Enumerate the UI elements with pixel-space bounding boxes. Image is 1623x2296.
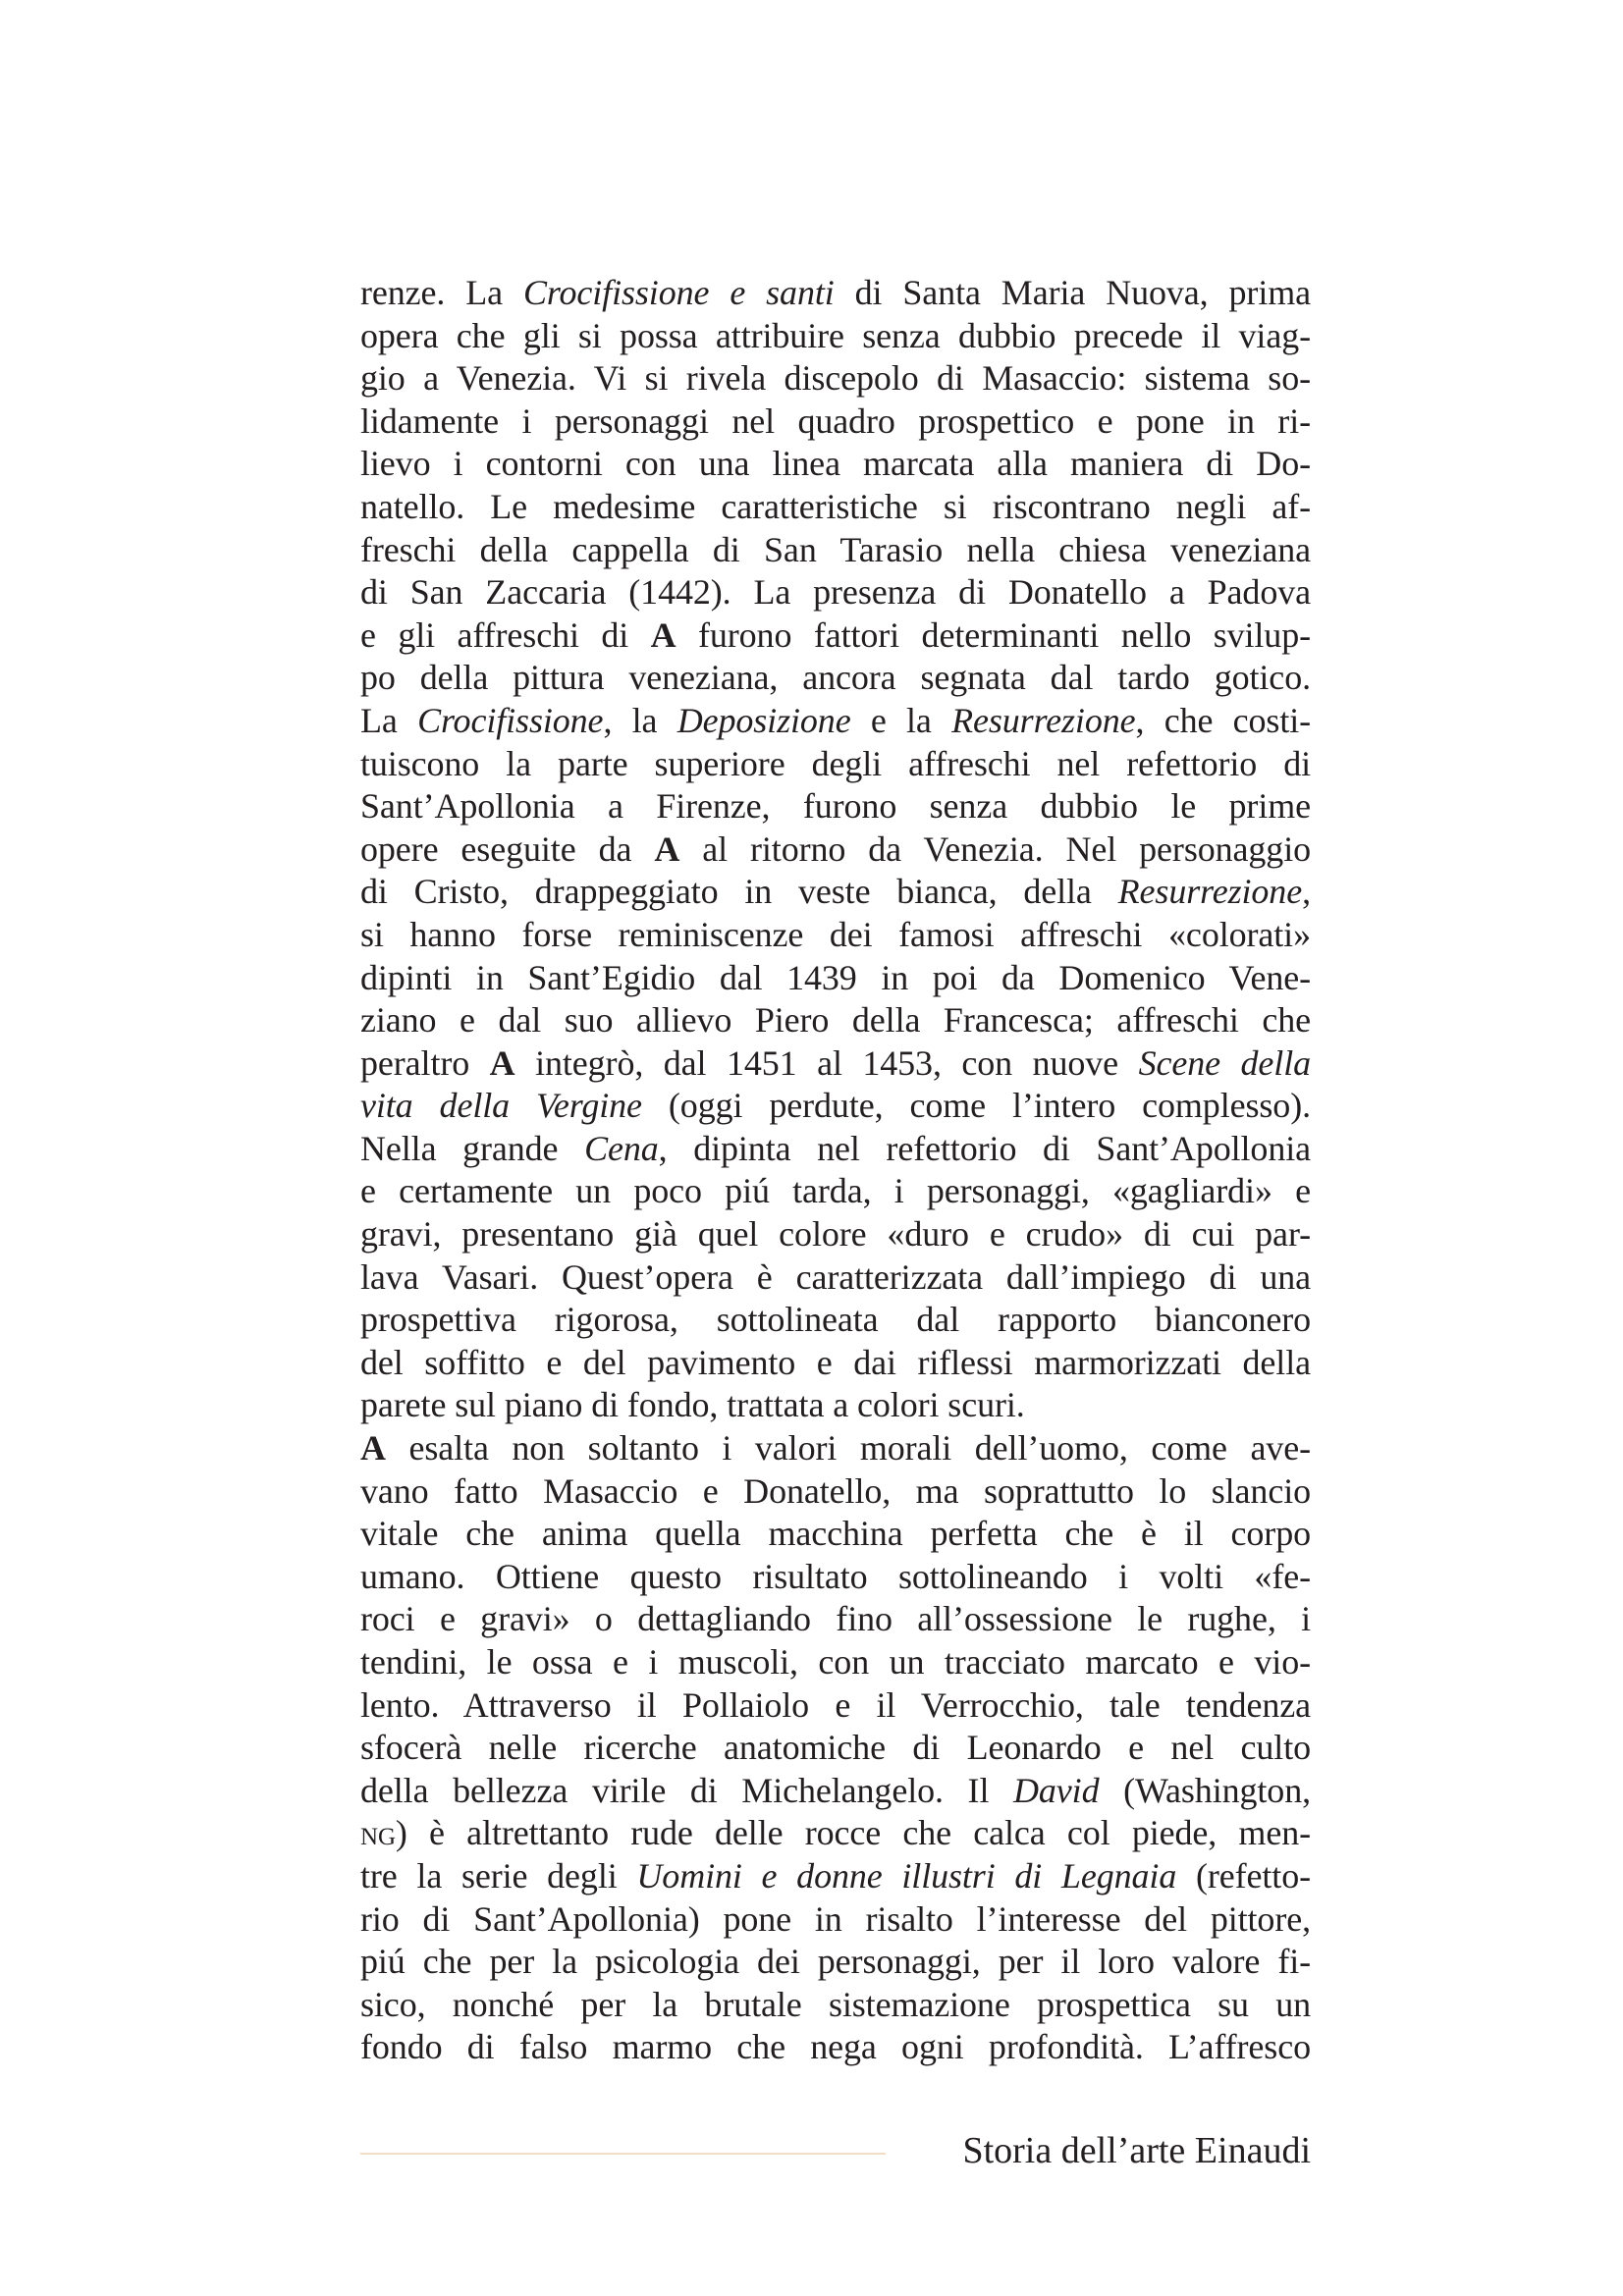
text-run: rio di Sant’Apollonia) pone in risalto l’interesse del pittore, <box>360 1898 1311 1939</box>
text-line <box>360 1299 1311 1342</box>
text-line <box>360 1855 1311 1898</box>
text-line <box>360 743 1311 786</box>
small-caps-abbrev: ng <box>360 1813 396 1853</box>
text-line <box>360 957 1311 1000</box>
text-run: lento. Attraverso il Pollaiolo e il Verrocchio, tale tendenza <box>360 1684 1311 1725</box>
text-run: Nella grande <box>360 1128 585 1168</box>
text-line <box>360 1427 1311 1470</box>
text-run: prospettiva rigorosa, sottolineata dal rapporto bianconero <box>360 1300 1311 1340</box>
italic-title: Uomini e donne illustri di Legnaia <box>636 1855 1177 1896</box>
text-run: sico, nonché per la brutale sistemazione prospettica su un <box>360 1984 1311 2024</box>
text-line <box>360 1941 1311 1984</box>
italic-title: David <box>1013 1770 1100 1810</box>
text-line <box>360 1770 1311 1813</box>
text-run: parete sul piano di fondo, trattata a colori scuri. <box>360 1385 1025 1425</box>
text-line <box>360 1556 1311 1599</box>
text-run: po della pittura veneziana, ancora segnata dal tardo gotico. <box>360 658 1311 698</box>
text-line <box>360 315 1311 358</box>
text-line <box>360 1684 1311 1728</box>
text-line <box>360 529 1311 572</box>
text-run: dipinti in Sant’Egidio dal 1439 in poi da Domenico Vene- <box>360 957 1311 997</box>
text-run: esalta non soltanto i valori morali dell’uomo, come ave- <box>385 1428 1311 1468</box>
text-run: lievo i contorni con una linea marcata alla maniera di Do- <box>360 444 1311 484</box>
text-line <box>360 1513 1311 1556</box>
text-run: tuiscono la parte superiore degli affreschi nel refettorio di <box>360 743 1311 783</box>
text-run: gio a Venezia. Vi si rivela discepolo di Masaccio: sistema so- <box>360 358 1311 399</box>
text-run: vitale che anima quella macchina perfetta che è il corpo <box>360 1514 1311 1554</box>
text-run: si hanno forse reminiscenze dei famosi affreschi «colorati» <box>360 914 1311 954</box>
text-line <box>360 657 1311 700</box>
text-line <box>360 1213 1311 1256</box>
text-line <box>360 785 1311 828</box>
text-line <box>360 1641 1311 1684</box>
text-run: di San Zaccaria (1442). La presenza di Donatello a Padova <box>360 572 1311 613</box>
italic-title: Resurrezione <box>951 700 1136 740</box>
text-line <box>360 1812 1311 1855</box>
footer-rule <box>360 2153 886 2155</box>
text-line <box>360 1470 1311 1514</box>
text-run: di Cristo, drappeggiato in veste bianca, della <box>360 872 1118 912</box>
text-run: e gli affreschi di <box>360 614 651 655</box>
body-text <box>360 272 1311 2069</box>
text-run: La <box>360 700 418 740</box>
italic-title: Resurrezione <box>1117 872 1303 912</box>
text-run: lava Vasari. Quest’opera è caratterizzata dall’impiego di una <box>360 1256 1311 1297</box>
text-run: roci e gravi» o dettagliando fino all’ossessione le rughe, i <box>360 1599 1311 1639</box>
text-line <box>360 614 1311 658</box>
bold-initial: A <box>650 614 676 655</box>
italic-title: Crocifissione e santi <box>523 273 835 312</box>
text-run: del soffitto e del pavimento e dai riflessi marmorizzati della <box>360 1342 1311 1382</box>
italic-title: Deposizione <box>676 700 851 740</box>
text-line <box>360 1170 1311 1213</box>
text-line <box>360 272 1311 315</box>
text-line <box>360 400 1311 444</box>
text-line <box>360 571 1311 614</box>
text-line <box>360 828 1311 872</box>
text-line <box>360 914 1311 957</box>
text-run: tre la serie degli <box>360 1855 637 1896</box>
footer-title: Storia dell’arte Einaudi <box>962 2130 1311 2171</box>
text-line <box>360 1898 1311 1942</box>
text-line <box>360 2026 1311 2069</box>
text-line <box>360 871 1311 914</box>
text-run: umano. Ottiene questo risultato sottolineando i volti «fe- <box>360 1556 1311 1596</box>
text-line <box>360 1598 1311 1641</box>
text-run: renze. La <box>360 273 523 312</box>
text-run: e la <box>850 700 952 740</box>
text-run: piú che per la psicologia dei personaggi, per il loro valore fi- <box>360 1942 1311 1982</box>
text-run: fondo di falso marmo che nega ogni profondità. L’affresco <box>360 2027 1311 2067</box>
italic-title: Cena <box>584 1128 659 1168</box>
text-line <box>360 999 1311 1042</box>
text-run: natello. Le medesime caratteristiche si riscontrano negli af- <box>360 486 1311 526</box>
text-run: ziano e dal suo allievo Piero della Francesca; affreschi che <box>360 1000 1311 1041</box>
text-run: integrò, dal 1451 al 1453, con nuove <box>514 1042 1139 1083</box>
bold-initial: A <box>654 828 680 869</box>
text-run: furono fattori determinanti nello svilup- <box>676 614 1311 655</box>
text-run: vano fatto Masaccio e Donatello, ma soprattutto lo slancio <box>360 1470 1311 1511</box>
text-line <box>360 1256 1311 1300</box>
text-run: tendini, le ossa e i muscoli, con un tracciato marcato e vio- <box>360 1642 1311 1682</box>
text-run: opera che gli si possa attribuire senza dubbio precede il viag- <box>360 315 1311 355</box>
italic-title: vita della Vergine <box>360 1086 642 1126</box>
text-line <box>360 1128 1311 1171</box>
text-run: e certamente un poco piú tarda, i personaggi, «gagliardi» e <box>360 1171 1311 1211</box>
text-run: (Washington, <box>1099 1770 1311 1810</box>
text-run: di Santa Maria Nuova, prima <box>834 273 1312 312</box>
text-line <box>360 486 1311 529</box>
italic-title: Scene della <box>1138 1042 1311 1083</box>
text-run: sfocerà nelle ricerche anatomiche di Leonardo e nel culto <box>360 1728 1311 1768</box>
text-run: (refetto- <box>1176 1855 1311 1896</box>
text-line <box>360 1984 1311 2027</box>
bold-initial: A <box>360 1428 386 1468</box>
text-line <box>360 700 1311 743</box>
text-run: freschi della cappella di San Tarasio nella chiesa veneziana <box>360 529 1311 569</box>
bold-initial: A <box>489 1042 515 1083</box>
text-run: , <box>1302 872 1311 912</box>
italic-title: Crocifissione <box>417 700 604 740</box>
text-run: ) è altrettanto rude delle rocce che calca col piede, men- <box>395 1813 1311 1853</box>
text-line <box>360 357 1311 400</box>
text-line <box>360 1727 1311 1770</box>
text-line <box>360 1042 1311 1086</box>
text-run: Sant’Apollonia a Firenze, furono senza dubbio le prime <box>360 786 1311 827</box>
text-run: opere eseguite da <box>360 828 655 869</box>
text-line <box>360 1384 1311 1427</box>
text-run: della bellezza virile di Michelangelo. Il <box>360 1770 1013 1810</box>
text-run: al ritorno da Venezia. Nel personaggio <box>679 828 1312 869</box>
text-run: , dipinta nel refettorio di Sant’Apollonia <box>658 1128 1312 1168</box>
text-run: , che costi- <box>1135 700 1312 740</box>
text-run: , la <box>603 700 677 740</box>
text-run: lidamente i personaggi nel quadro prospettico e pone in ri- <box>360 400 1311 441</box>
text-run: peraltro <box>360 1042 490 1083</box>
text-line <box>360 1085 1311 1128</box>
text-line <box>360 443 1311 486</box>
text-run: (oggi perdute, come l’intero complesso). <box>641 1086 1311 1126</box>
text-run: gravi, presentano già quel colore «duro e crudo» di cui par- <box>360 1214 1311 1255</box>
text-line <box>360 1342 1311 1385</box>
